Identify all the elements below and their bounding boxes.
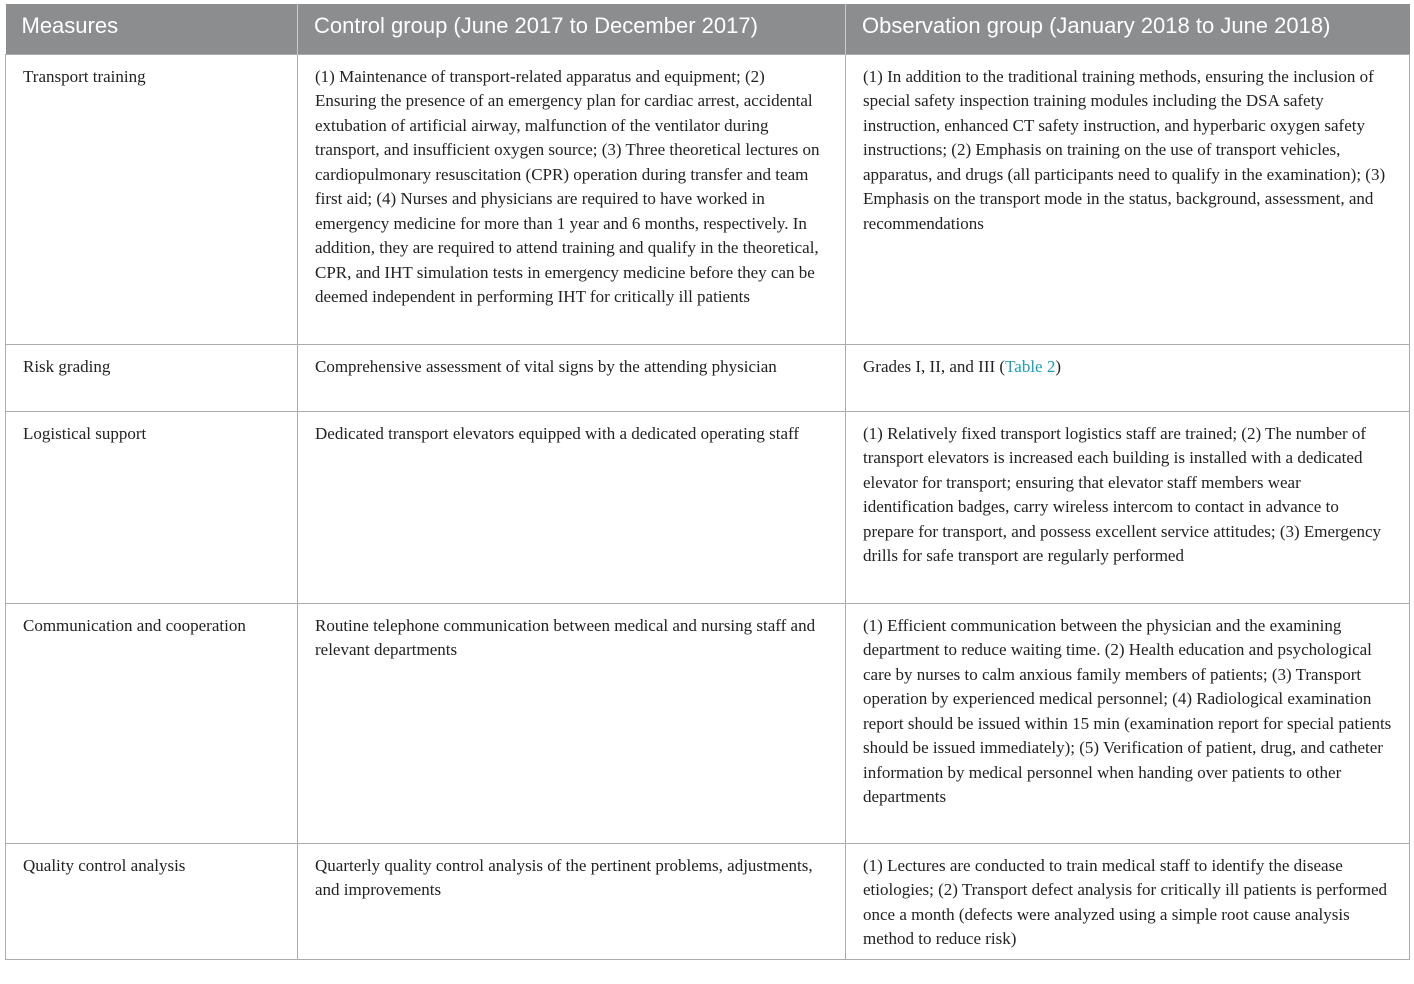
observation-cell (846, 344, 1410, 411)
control-cell: Routine telephone communication between medical and nursing staff and relevant departments (298, 603, 846, 843)
observation-text-suffix: ) (1055, 356, 1062, 376)
observation-cell: (1) Efficient communication between the physician and the examining department to reduce waiting time. (2) Health education and psychological care by nurses to calm anxious family members of patients; (3) Transport operation by experienced medical personnel; (4) Radiological examination report should be issued within 15 min (examination report for special patients should be issued immediately); (5) Verification of patient, drug, and catheter information by medical personnel when handing over patients to other departments (846, 603, 1410, 843)
control-cell: Quarterly quality control analysis of the pertinent problems, adjustments, and improvements (298, 843, 846, 959)
control-cell: (1) Maintenance of transport-related apparatus and equipment; (2) Ensuring the presence of an emergency plan for cardiac arrest, accidental extubation of artificial airway, malfunction of the ventilator during transport, and insufficient oxygen source; (3) Three theoretical lectures on cardiopulmonary resuscitation (CPR) operation during transfer and team first aid; (4) Nurses and physicians are required to have worked in emergency medicine for more than 1 year and 6 months, respectively. In addition, they are required to attend training and qualify in the theoretical, CPR, and IHT simulation tests in emergency medicine before they can be deemed independent in performing IHT for critically ill patients (298, 54, 846, 344)
measure-cell: Logistical support (6, 411, 298, 603)
table-row (6, 603, 1410, 843)
header-observation-group: Observation group (January 2018 to June 2018) (846, 4, 1410, 54)
control-cell: Comprehensive assessment of vital signs by the attending physician (298, 344, 846, 411)
table-2-link[interactable]: Table 2 (1005, 356, 1056, 376)
header-control-group: Control group (June 2017 to December 2017) (298, 4, 846, 54)
table-row (6, 344, 1410, 411)
observation-cell: (1) Lectures are conducted to train medical staff to identify the disease etiologies; (2) Transport defect analysis for critically ill patients is performed once a month (defects were analyzed using a simple root cause analysis method to reduce risk) (846, 843, 1410, 959)
control-cell: Dedicated transport elevators equipped with a dedicated operating staff (298, 411, 846, 603)
header-row (6, 4, 1410, 54)
table-row (6, 54, 1410, 344)
header-measures: Measures (6, 4, 298, 54)
observation-cell: (1) Relatively fixed transport logistics staff are trained; (2) The number of transport elevators is increased each building is installed with a dedicated elevator for transport; ensuring that elevator staff members wear identification badges, carry wireless intercom to contact in advance to prepare for transport, and possess excellent service attitudes; (3) Emergency drills for safe transport are regularly performed (846, 411, 1410, 603)
observation-cell: (1) In addition to the traditional training methods, ensuring the inclusion of special safety inspection training modules including the DSA safety instruction, enhanced CT safety instruction, and hyperbaric oxygen safety instructions; (2) Emphasis on training on the use of transport vehicles, apparatus, and drugs (all participants need to qualify in the examination); (3) Emphasis on the transport mode in the status, background, assessment, and recommendations (846, 54, 1410, 344)
measure-cell: Quality control analysis (6, 843, 298, 959)
measure-cell: Communication and cooperation (6, 603, 298, 843)
measures-table (5, 4, 1410, 960)
table-row (6, 411, 1410, 603)
observation-text-prefix: Grades I, II, and III ( (863, 356, 1006, 376)
measure-cell: Risk grading (6, 344, 298, 411)
measure-cell: Transport training (6, 54, 298, 344)
table-row (6, 843, 1410, 959)
